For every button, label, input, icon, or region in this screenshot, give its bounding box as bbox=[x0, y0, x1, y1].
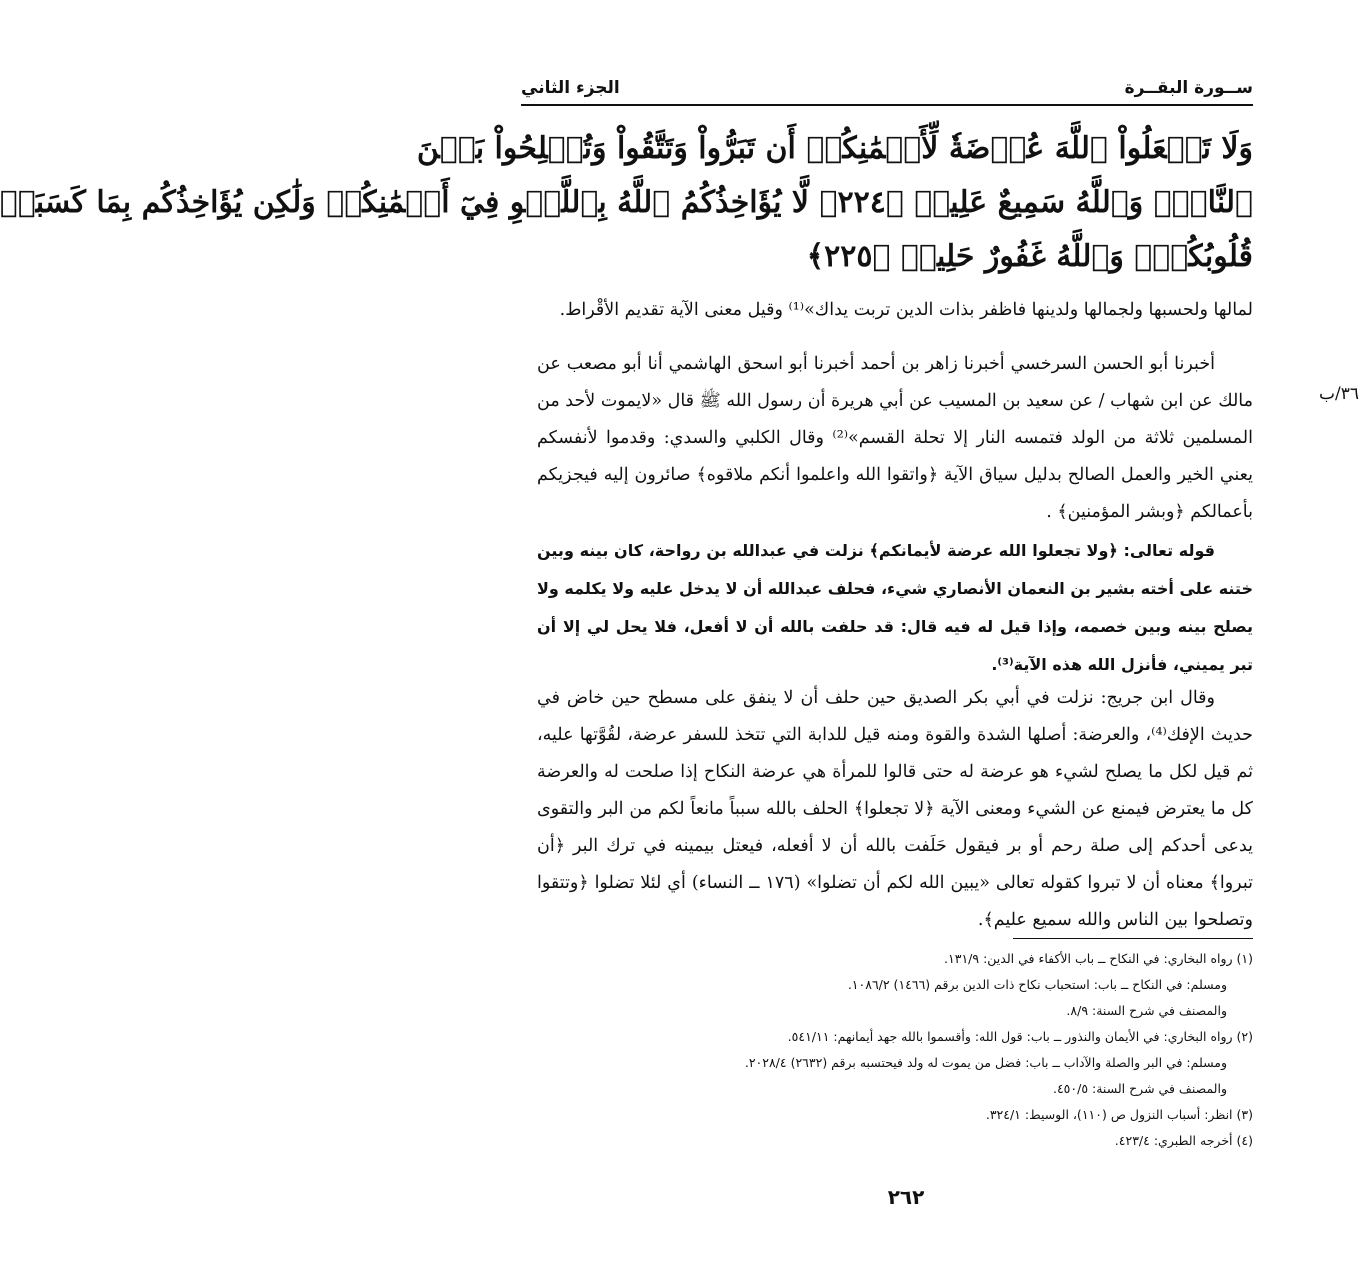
verse-line-2: ٱلنَّاسِۚ وَٱللَّهُ سَمِيعٌ عَلِيمٞ ﴿٢٢٤﴾ لَّا يُؤَاخِذُكُمُ ٱللَّهُ بِٱللَّغۡوِ فِيٓ أَيۡمَٰنِكُمۡ وَلَٰكِن يُؤَاخِذُكُم بِمَا كَسَبَتۡ bbox=[0, 185, 1253, 220]
quran-verse bbox=[0, 122, 1253, 284]
paragraph-4-text: وقال ابن جريج: نزلت في أبي بكر الصديق حين حلف أن لا ينفق على مسطح حين خاض في حديث الإفك⁽⁴⁾، والعرضة: أصلها الشدة والقوة ومنه قيل للدابة التي تتخذ للسفر عرضة، لقُوَّتها عليه، ثم قيل لكل ما يصلح لشيء هو عرضة له حتى قالوا للمرأة هي عرضة النكاح إذا صلحت له والعرضة كل ما يعترض فيمنع عن الشيء ومعنى الآية ﴿لا تجعلوا﴾ الحلف بالله سبباً مانعاً لكم من البر والتقوى يدعى أحدكم إلى صلة رحم أو بر فيقول حَلَفت بالله أن لا أفعله، فيعتل بيمينه في ترك البر ﴿أن تبروا﴾ معناه أن لا تبروا كقوله تعالى «يبين الله لكم أن تضلوا» (١٧٦ ــ النساء) أي لئلا تضلوا ﴿وتتقوا وتصلحوا بين الناس والله سميع عليم﴾. bbox=[537, 688, 1253, 930]
footnote-line: ومسلم: في النكاح ــ باب: استحباب نكاح ذات الدين برقم (١٤٦٦) ١٠٨٦/٢. bbox=[847, 977, 1227, 992]
page-header bbox=[521, 74, 1253, 106]
footnotes bbox=[591, 946, 1253, 1154]
footnote-line: والمصنف في شرح السنة: ٤٥٠/٥. bbox=[1052, 1081, 1227, 1096]
footnote-divider bbox=[1013, 938, 1253, 939]
footnote-line: ومسلم: في البر والصلة والآداب ــ باب: فضل من يموت له ولد فيحتسبه برقم (٢٦٣٢) ٢٠٢٨/٤. bbox=[744, 1055, 1227, 1070]
footnote-line: (٢) رواه البخاري: في الأيمان والنذور ــ باب: قول الله: وأقسموا بالله جهد أيمانهم: ٥٤١/١١. bbox=[787, 1029, 1253, 1044]
footnote-line: (٤) أخرجه الطبري: ٤٢٣/٤. bbox=[1114, 1133, 1253, 1148]
paragraph-3-text: قوله تعالى: ﴿ولا تجعلوا الله عرضة لأيمانكم﴾ نزلت في عبدالله بن رواحة، كان بينه وبين ختنه على أخته بشير بن النعمان الأنصاري شيء، فحلف عبدالله أن لا يدخل عليه ولا يكلمه ولا يصلح بينه وبين خصمه، وإذا قيل له فيه قال: قد حلفت بالله أن لا أفعل، فلا يحل لي إلا أن تبر يميني، فأنزل الله هذه الآية⁽³⁾. bbox=[536, 541, 1253, 674]
footnote-line: (٣) انظر: أسباب النزول ص (١١٠)، الوسيط: ٣٢٤/١. bbox=[985, 1107, 1253, 1122]
verse-line-1: وَلَا تَجۡعَلُواْ ٱللَّهَ عُرۡضَةٗ لِّأَيۡمَٰنِكُمۡ أَن تَبَرُّواْ وَتَتَّقُواْ وَتُصۡلِحُواْ بَيۡنَ bbox=[416, 131, 1253, 166]
paragraph-1-text: لمالها ولحسبها ولجمالها ولدينها فاظفر بذات الدين تربت يداك»⁽¹⁾ وقيل معنى الآية تقديم الأقْراط. bbox=[559, 300, 1253, 320]
paragraph-2-text: أخبرنا أبو الحسن السرخسي أخبرنا زاهر بن أحمد أخبرنا أبو اسحق الهاشمي أنا أبو مصعب عن مالك عن ابن شهاب / عن سعيد بن المسيب عن أبي هريرة أن رسول الله ﷺ قال «لايموت لأحد من المسلمين ثلاثة من الولد فتمسه النار إلا تحلة القسم»⁽²⁾ وقال الكلبي والسدي: وقدموا لأنفسكم يعني الخير والعمل الصالح بدليل سياق الآية ﴿واتقوا الله واعلموا أنكم ملاقوه﴾ صائرون إليه فيجزيكم بأعمالكم ﴿وبشر المؤمنين﴾ . bbox=[537, 354, 1253, 522]
margin-folio-note: ٣٦/ب bbox=[1319, 384, 1359, 404]
part-title: الجزء الثاني bbox=[521, 78, 620, 98]
surah-title: ســورة البقــرة bbox=[1124, 78, 1253, 98]
paragraph-2 bbox=[537, 346, 1253, 531]
verse-line-3: قُلُوبُكُمۡۗ وَٱللَّهُ غَفُورٌ حَلِيمٞ ﴿٢٢٥﴾ bbox=[806, 239, 1253, 274]
paragraph-4 bbox=[537, 680, 1253, 939]
footnote-line: (١) رواه البخاري: في النكاح ــ باب الأكفاء في الدين: ١٣١/٩. bbox=[944, 951, 1253, 966]
footnote-line: والمصنف في شرح السنة: ٨/٩. bbox=[1066, 1003, 1227, 1018]
paragraph-1 bbox=[537, 292, 1253, 329]
paragraph-3 bbox=[537, 532, 1253, 684]
page-number: ٢٦٢ bbox=[887, 1185, 925, 1209]
